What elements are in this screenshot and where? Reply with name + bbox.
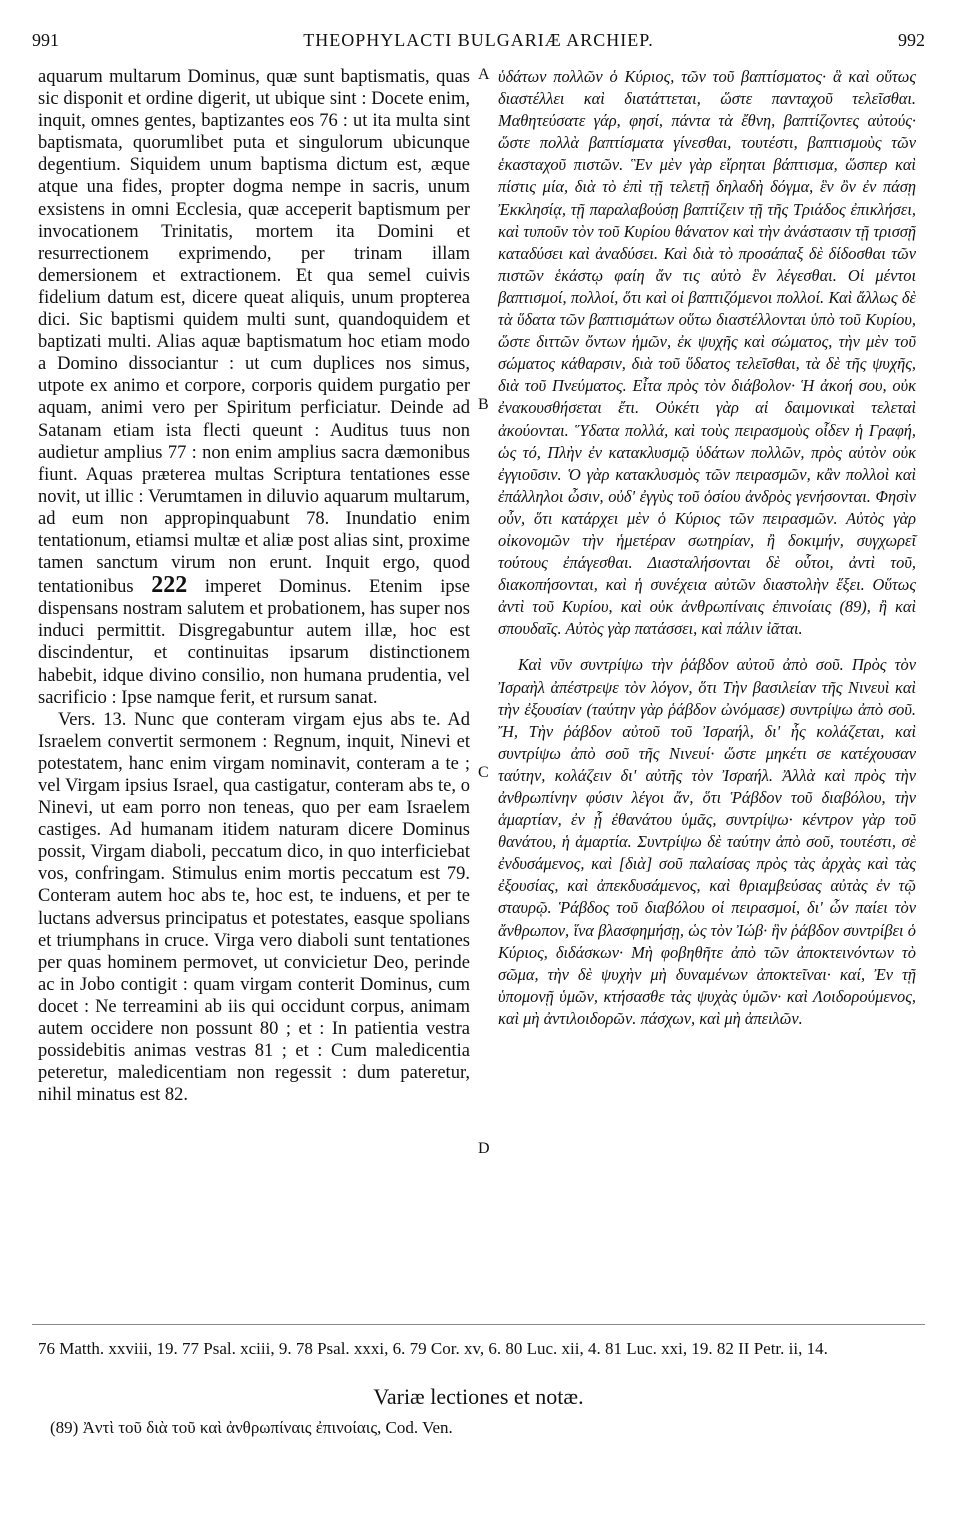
margin-marker-b: B (478, 396, 489, 413)
page-marker-number: 222 (151, 572, 188, 599)
latin-paragraph-1 (38, 66, 470, 709)
greek-paragraph-1: ὑδάτων πολλῶν ὁ Κύριος, τῶν τοῦ βαπτίσματος· ἃ καὶ οὕτως διαστέλλει καὶ διατάττεται, ὥστε πανταχοῦ τελεῖσθαι. Μαθητεύσατε γάρ, φησί, πάντα τὰ ἔθνη, βαπτίζοντες αὐτούς· ὥστε πολλὰ βαπτίσματα γίνεσθαι, τουτέστι, βαπτισμοὺς τῶν ἑκασταχοῦ πιστῶν. Ἓν μὲν γὰρ εἴρηται βάπτισμα, ὥσπερ καὶ πίστις μία, διὰ τὸ ἐπὶ τῇ τελετῇ δηλαδὴ δόγμα, ἓν ὂν ἐν πάσῃ Ἐκκλησίᾳ, τῇ παραλαβούσῃ βαπτίζειν τῇ τῆς Τριάδος ἐπικλήσει, καὶ τυποῦν τὸν τοῦ Κυρίου θάνατον καὶ τὴν ἀνάστασιν τῇ τρισσῇ καταδύσει καὶ ἀναδύσει. Καὶ διὰ τὸ προσάπαξ δὲ δίδοσθαι τῶν πιστῶν ἑκάστῳ φαίη ἄν τις αὐτὸ ἓν λέγεσθαι. Οἱ μέντοι βαπτισμοί, πολλοί, ὅτι καὶ οἱ βαπτιζόμενοι πολλοί. Καὶ ἄλλως δὲ τὰ ὕδατα τῶν βαπτισμάτων οὕτω διαστέλλονται ὑπὸ τοῦ Κυρίου, ὥστε διττῶν ὄντων ἡμῶν, ἐκ ψυχῆς καὶ σώματος, τὴν μὲν τοῦ σώματος κάθαρσιν, διὰ τοῦ ὕδατος τελεῖσθαι, τὰ δὲ τῆς ψυχῆς, διὰ τοῦ Πνεύματος. Εἶτα πρὸς τὸν διάβολον· Ἡ ἀκοή σου, οὐκ ἐνακουσθήσεται ἔτι. Οὐκέτι γὰρ αἱ δαιμονικαὶ τελεταὶ ἀκούονται. Ὕδατα πολλά, καὶ τοὺς πειρασμοὺς οἶδεν ἡ Γραφή, ὡς τό, Πλὴν ἐν κατακλυσμῷ ὑδάτων πολλῶν, πρὸς αὐτὸν οὐκ ἐγγιοῦσιν. Ὁ γὰρ κατακλυσμὸς τῶν πειρασμῶν, κἂν πολλοὶ καὶ ἐπάλληλοι ὦσιν, οὐδ' ἐγγὺς τοῦ ὁσίου ἀνδρὸς γενήσονται. Φησὶν οὖν, ὅτι κατάρχει μὲν ὁ Κύριος τῶν πειρασμῶν. Αὐτὸς γὰρ οἰκονομῶν τὴν ἡμετέραν σωτηρίαν, ἢ δοκιμήν, συγχωρεῖ τούτους ἐπάγεσθαι. Διασταλήσονται δὲ οὗτοι, ἀντὶ τοῦ, διακοπήσονται, καὶ ἡ συνέχεια αὐτῶν διαστολὴν ἕξει. Οὕτως ἀντὶ τοῦ Κυρίου, καὶ οὐκ ἀνθρωπίναις ἐπινοίαις (89), ἢ καὶ σπουδαῖς. Αὐτὸς γὰρ πατάσσει, καὶ πάλιν ἰᾶται. (498, 67, 916, 639)
latin-paragraph-2: Vers. 13. Nunc que conteram virgam ejus abs te. Ad Israelem convertit sermonem : Regnum, inquit, Ninevi et potestatem, hanc enim virgam nominavit, conteram a te ; vel Virgam ipsius Israel, qua castigatur, conteram abs te, o Ninevi, ut eam porro non teneas, quo per eam Israelem castiges. Ad humanam itidem naturam dicere Dominus possit, Virgam diaboli, peccatum dico, in quo interficiebat vos, confringam. Stimulus enim mortis peccatum est 79. Conteram autem hoc abs te, hoc est, te induens, et per te luctans adversus principatus et potestates, easque spolians et triumphans in cruce. Virga vero diaboli sunt tentationes per quas hominem permovet, ut convicietur Deo, perinde ac in Jobo contigit : quam virgam conterit Dominus, cum docet : Ne terreamini ab iis qui occidunt corpus, animam autem occidere non possunt 80 ; et : In patientia vestra possidebitis animas vestras 81 ; et : Cum maledicentia peteretur, maledicentiam non regessit : dum pateretur, nihil minatus est 82. (38, 709, 470, 1106)
margin-marker-d: D (478, 1140, 490, 1157)
greek-paragraph-2: Καὶ νῦν συντρίψω τὴν ῥάβδον αὐτοῦ ἀπὸ σοῦ. Πρὸς τὸν Ἰσραὴλ ἀπέστρεψε τὸν λόγον, ὅτι Τὴν βασιλείαν τῆς Νινευὶ καὶ τὴν ἐξουσίαν (ταύτην γὰρ ῥάβδον ὠνόμασε) συντρίψω ἀπὸ σοῦ. Ἤ, Τὴν ῥάβδον αὐτοῦ τοῦ Ἰσραήλ, δι' ἧς κολάζεται, καὶ συντρίψω ἀπὸ σοῦ τῆς Νινευί· ὥστε μηκέτι σε κατέχουσαν ταύτην, κολάζειν δι' αὐτῆς τὸν Ἰσραήλ. Ἀλλὰ καὶ πρὸς τὴν ἀνθρωπίνην φύσιν λέγοι ἄν, ὅτι Ῥάβδον τοῦ διαβόλου, τὴν ἁμαρτίαν, ἐν ᾗ ἐθανάτου ὑμᾶς, συντρίψω· κέντρον γὰρ τοῦ θανάτου, ἡ ἁμαρτία. Συντρίψω δὲ ταύτην ἀπὸ σοῦ, τουτέστι, σὲ ἐνδυσάμενος, καὶ [διὰ] σοῦ παλαίσας πρὸς τὰς ἀρχὰς καὶ τὰς ἐξουσίας, καὶ ἀπεκδυσάμενος, καὶ θριαμβεύσας αὐτὰς ἐν τῷ σταυρῷ. Ῥάβδος τοῦ διαβόλου οἱ πειρασμοί, δι' ὧν παίει τὸν ἄνθρωπον, ἵνα βλασφημήσῃ, ὡς τὸν Ἰώβ· ἣν ῥάβδον συντρίβει ὁ Κύριος, διδάσκων· Μὴ φοβηθῆτε ἀπὸ τῶν ἀποκτεινόντων τὸ σῶμα, τὴν δὲ ψυχὴν μὴ δυναμένων ἀποκτεῖναι· καί, Ἐν τῇ ὑπομονῇ ὑμῶν, κτήσασθε τὰς ψυχὰς ὑμῶν· καὶ Λοιδορούμενος, καὶ μὴ ἀντιλοιδορῶν. πάσχων, καὶ μὴ ἀπειλῶν. (498, 655, 916, 1028)
footnote-divider (32, 1324, 925, 1325)
greek-column (498, 66, 916, 1030)
page-number-right: 992 (898, 30, 925, 50)
footnotes: 76 Matth. xxviii, 19. 77 Psal. xciii, 9. 78 Psal. xxxi, 6. 79 Cor. xv, 6. 80 Luc. xii, 4. 81 Luc. xxi, 19. 82 II Petr. ii, 14. (38, 1339, 828, 1358)
latin-text-1b: imperet Dominus. Etenim ipse dispensans nostram salutem et probationem, has super nos induci permittit. Disgregabuntur autem illæ, hoc est discindentur, et continuitas ipsarum distinctionem habebit, idque divino consilio, non humana prudentia, vel sacrificio : Ipse namque ferit, et rursum sanat. (38, 577, 471, 708)
margin-marker-c: C (478, 764, 489, 781)
page-number-left: 991 (32, 30, 59, 50)
latin-text-1a: aquarum multarum Dominus, quæ sunt baptismatis, quas sic disponit et ordine digerit, ut ubique sint : Docete enim, inquit, omnes gentes, baptizantes eos 76 : ut ita multa sint baptismata, quorumlibet puta et singulorum ubicunque degentium. Siquidem unum baptisma dictum est, æque atque una fides, propter dogma nempe in sacris, unum exsistens in omni Ecclesia, quæ acceperit baptismum per invocationem Trinitatis, mortem ita Domini et resurrectionem exprimendo, per trinam illam demersionem et extractionem. Et qua semel cuivis fidelium datum est, dicere queat aliquis, unum propterea dici. Sic baptismi quidem multi sunt, quandoquidem et baptizati multi. Alias aquæ baptismatum hoc etiam modo a Domino dissociantur : ut cum duplices nos simus, utpote ex animo et corpore, corporis quidem purgatio per aquam, animi vero per Spiritum perficiatur. Deinde ad Satanam etiam ista flecti queunt : Auditus tuus non audietur amplius 77 : non enim amplius sacra dæmonibus fiunt. Aquas præterea multas Scriptura tentationes esse novit, ut illic : Verumtamen in diluvio aquarum multarum, ad eum non appropinquabunt 78. Inundatio enim tentationum, etiamsi multæ et aliæ post alias sint, proxime tamen sanctum virum non erunt. Inquit ergo, quod tentationibus (38, 67, 470, 598)
running-title: THEOPHYLACTI BULGARIÆ ARCHIEP. (303, 30, 654, 50)
variae-note: (89) Ἀντὶ τοῦ διὰ τοῦ καὶ ἀνθρωπίναις ἐπινοίαις, Cod. Ven. (50, 1418, 453, 1437)
latin-column (38, 66, 470, 1106)
running-header (32, 30, 925, 54)
variae-heading: Variæ lectiones et notæ. (373, 1384, 584, 1409)
margin-marker-a: A (478, 66, 490, 83)
